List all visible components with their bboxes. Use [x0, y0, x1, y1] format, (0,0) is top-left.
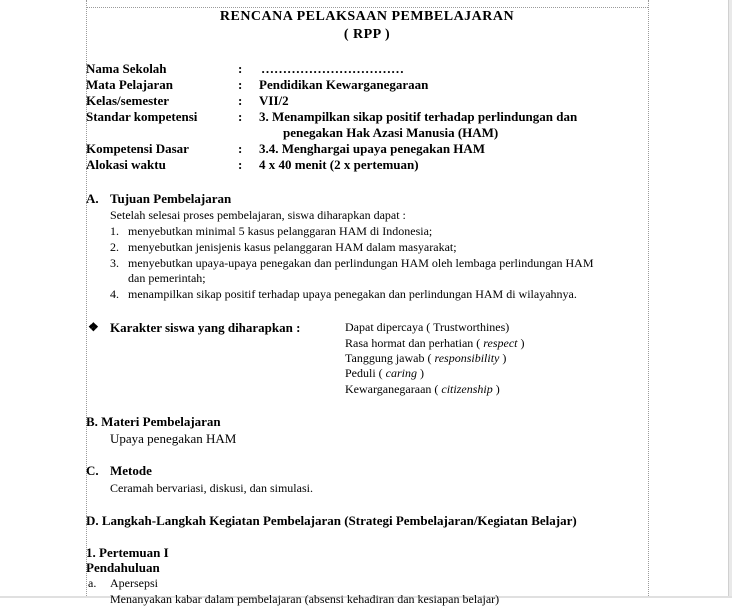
label-nama-sekolah: Nama Sekolah: [86, 61, 167, 76]
right-margin-guide: [648, 0, 649, 598]
item-marker: a.: [88, 576, 97, 590]
karakter-item: Kewarganegaraan ( citizenship ): [345, 382, 500, 396]
colon: :: [238, 157, 243, 172]
value-kompetensi-dasar: 3.4. Menghargai upaya penegakan HAM: [259, 141, 486, 156]
list-item: menampilkan sikap positif terhadap upaya penegakan dan perlindungan HAM di wilayahnya.: [128, 287, 577, 301]
document-title: RENCANA PELAKSAAN PEMBELAJARAN: [219, 9, 515, 24]
karakter-item: Rasa hormat dan perhatian ( respect ): [345, 336, 525, 350]
label-kelas-semester: Kelas/semester: [86, 93, 170, 108]
section-a-intro: Setelah selesai proses pembelajaran, siswa diharapkan dapat :: [110, 208, 406, 222]
list-number: 1.: [110, 224, 119, 238]
list-item: menyebutkan jenisjenis kasus pelanggaran HAM dalam masyarakat;: [128, 240, 457, 254]
label-mata-pelajaran: Mata Pelajaran: [86, 77, 174, 92]
top-margin-guide: [86, 7, 648, 8]
value-standar-kompetensi: 3. Menampilkan sikap positif terhadap perlindungan dan: [259, 109, 578, 124]
section-c-body: Ceramah bervariasi, diskusi, dan simulasi.: [110, 481, 313, 495]
karakter-item: Peduli ( caring ): [345, 366, 425, 380]
section-c-heading: Metode: [110, 463, 152, 478]
diamond-bullet-icon: ❖: [88, 320, 99, 334]
apersepsi-item: Apersepsi: [110, 576, 158, 590]
section-c-marker: C.: [86, 463, 99, 478]
karakter-item: Dapat dipercaya ( Trustworthines): [345, 320, 510, 334]
list-item-cont: dan pemerintah;: [128, 271, 206, 285]
list-number: 4.: [110, 287, 119, 301]
label-alokasi-waktu: Alokasi waktu: [86, 157, 166, 172]
pertemuan-heading: 1. Pertemuan I: [86, 545, 169, 560]
section-a-marker: A.: [86, 191, 99, 206]
value-kelas-semester: VII/2: [259, 93, 289, 108]
value-mata-pelajaran: Pendidikan Kewarganegaraan: [259, 77, 429, 92]
label-standar-kompetensi: Standar kompetensi: [86, 109, 198, 124]
colon: :: [238, 61, 243, 76]
karakter-heading: Karakter siswa yang diharapkan :: [110, 320, 301, 335]
list-number: 2.: [110, 240, 119, 254]
list-item: menyebutkan upaya-upaya penegakan dan perlindungan HAM oleh lembaga perlindungan HAM: [128, 256, 594, 270]
section-d-heading: D. Langkah-Langkah Kegiatan Pembelajaran (Strategi Pembelajaran/Kegiatan Belajar): [86, 513, 577, 528]
colon: :: [238, 109, 243, 124]
section-b-body: Upaya penegakan HAM: [110, 431, 237, 446]
cut-off-line: Menanyakan kabar dalam pembelajaran (absensi kehadiran dan kesiapan belajar): [110, 592, 500, 606]
document-subtitle: ( RPP ): [343, 27, 391, 42]
value-alokasi-waktu: 4 x 40 menit (2 x pertemuan): [259, 157, 419, 172]
section-a-heading: Tujuan Pembelajaran: [110, 191, 232, 206]
vertical-scrollbar-edge[interactable]: [728, 0, 732, 598]
section-b-heading: B. Materi Pembelajaran: [86, 414, 221, 429]
colon: :: [238, 77, 243, 92]
colon: :: [238, 93, 243, 108]
pendahuluan-heading: Pendahuluan: [86, 560, 160, 575]
list-item: menyebutkan minimal 5 kasus pelanggaran HAM di Indonesia;: [128, 224, 433, 238]
karakter-item: Tanggung jawab ( responsibility ): [345, 351, 507, 365]
label-kompetensi-dasar: Kompetensi Dasar: [86, 141, 189, 156]
value-standar-kompetensi-cont: penegakan Hak Azasi Manusia (HAM): [283, 125, 499, 140]
value-nama-sekolah: ……………………………: [261, 61, 404, 76]
colon: :: [238, 141, 243, 156]
list-number: 3.: [110, 256, 119, 270]
